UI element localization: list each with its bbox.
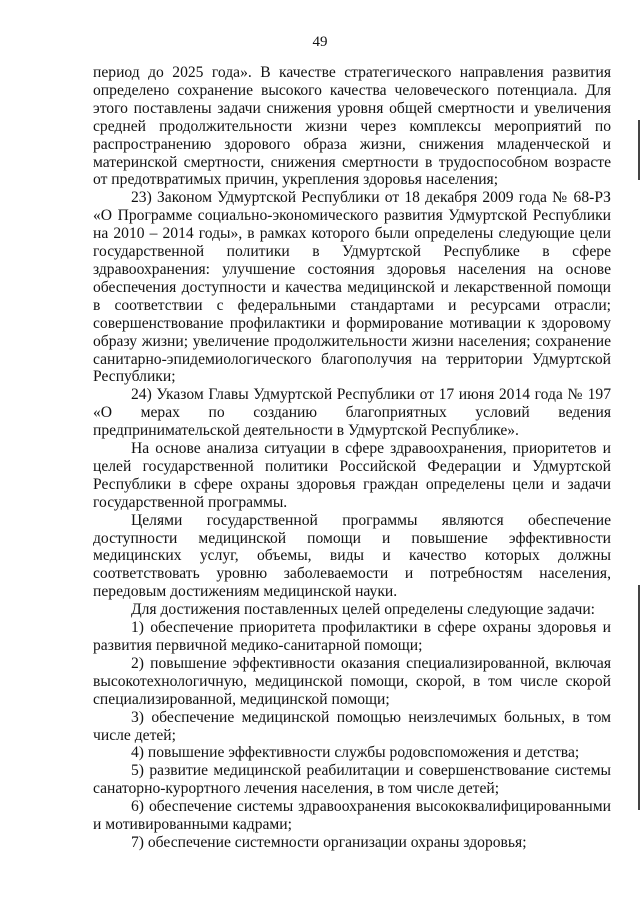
paragraph: период до 2025 года». В качестве стратегического направления развития определено сохранение высокого качества человеческого потенциала. Для этого поставлены задачи снижения уровня общей смертности и увеличения средней продолжительности жизни через комплексы мероприятий по распространению здорового образа жизни, снижения младенческой и материнской смертности, снижения смертности в трудоспособном возрасте от предотвратимых причин, укрепления здоровья населения;: [93, 64, 611, 189]
paragraph: 23) Законом Удмуртской Республики от 18 декабря 2009 года № 68-РЗ «О Программе социально-экономического развития Удмуртской Республики на 2010 – 2014 годы», в рамках которого были определены следующие цели государственной политики в Удмуртской Республике в сфере здравоохранения: улучшение состояния здоровья населения на основе обеспечения доступности и качества медицинской и лекарственной помощи в соответствии с федеральными стандартами и ресурсами отрасли; совершенствование профилактики и формирование мотивации к здоровому образу жизни; увеличение продолжительности жизни населения; сохранение санитарно-эпидемиологического благополучия на территории Удмуртской Республики;: [93, 189, 611, 386]
paragraph: 3) обеспечение медицинской помощью неизлечимых больных, в том числе детей;: [93, 708, 611, 744]
document-body: [93, 64, 611, 852]
paragraph: На основе анализа ситуации в сфере здравоохранения, приоритетов и целей государственной политики Российской Федерации и Удмуртской Республики в сфере охраны здоровья граждан определены цели и задачи государственной программы.: [93, 440, 611, 511]
paragraph: 6) обеспечение системы здравоохранения высококвалифицированными и мотивированными кадрами;: [93, 798, 611, 834]
paragraph: 2) повышение эффективности оказания специализированной, включая высокотехнологичную, медицинской помощи, скорой, в том числе скорой специализированной, медицинской помощи;: [93, 654, 611, 708]
paragraph: 4) повышение эффективности службы родовспоможения и детства;: [131, 744, 580, 762]
paragraph: 7) обеспечение системности организации охраны здоровья;: [131, 833, 527, 851]
paragraph: Для достижения поставленных целей определены следующие задачи:: [131, 601, 595, 619]
paragraph: Целями государственной программы являются обеспечение доступности медицинской помощи и повышение эффективности медицинских услуг, объемы, виды и качество которых должны соответствовать уровню заболеваемости и потребностям населения, передовым достижениям медицинской науки.: [93, 511, 611, 601]
paragraph: 1) обеспечение приоритета профилактики в сфере охраны здоровья и развития первичной медико-санитарной помощи;: [93, 619, 611, 654]
paragraph: 24) Указом Главы Удмуртской Республики от 17 июня 2014 года № 197 «О мерах по созданию благоприятных условий ведения предпринимательской деятельности в Удмуртской Республике».: [93, 386, 611, 440]
paragraph: 5) развитие медицинской реабилитации и совершенствование системы санаторно-курортного лечения населения, в том числе детей;: [93, 762, 611, 798]
page-number: 49: [312, 34, 328, 50]
